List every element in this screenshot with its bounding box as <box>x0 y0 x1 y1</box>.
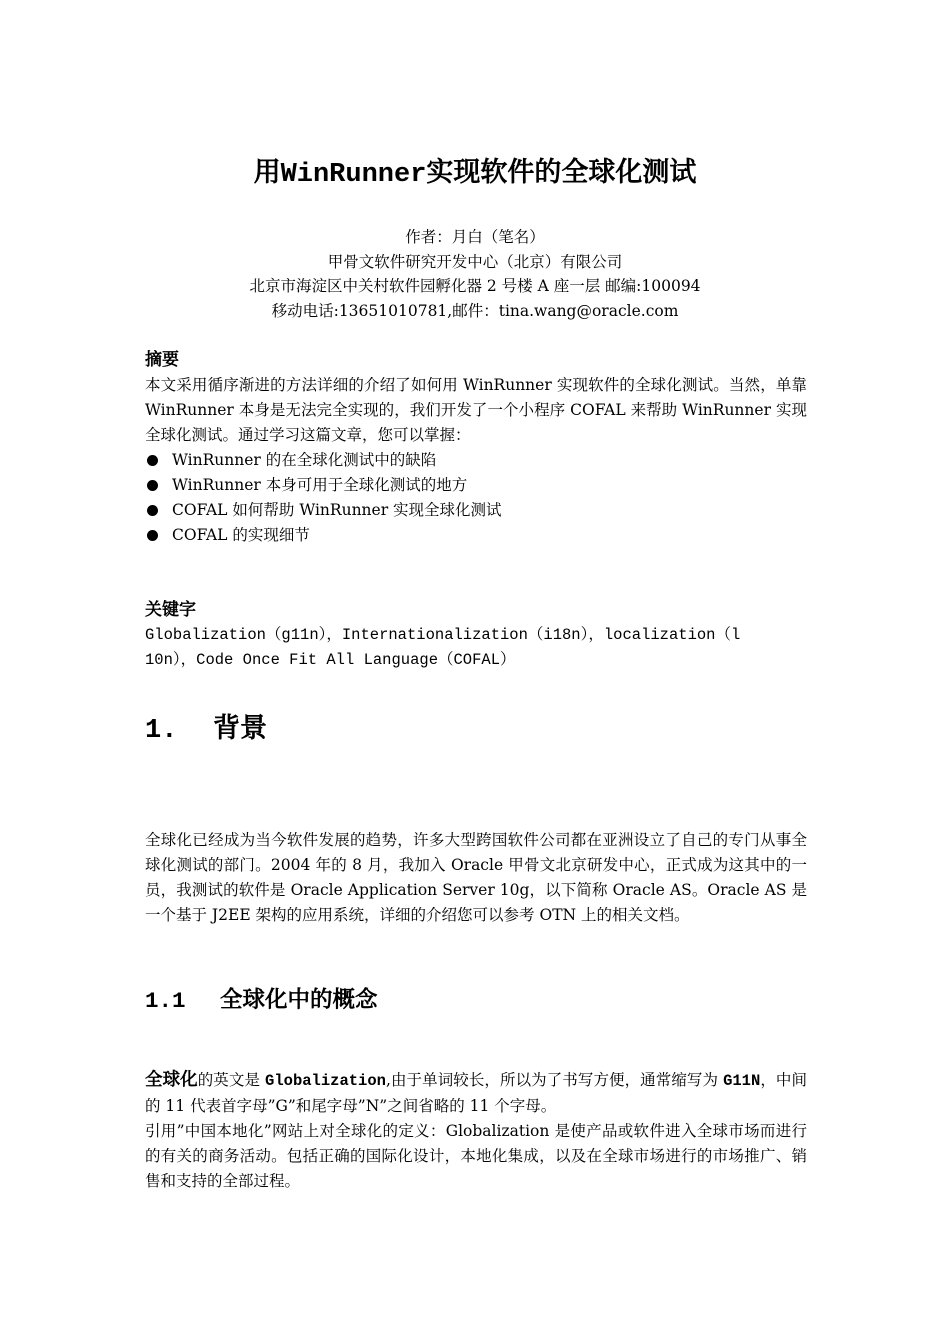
abstract-section <box>145 348 807 548</box>
section-1-number: 1. <box>145 716 178 746</box>
title-suffix: 实现软件的全球化测试 <box>426 157 697 188</box>
section-1-title: 背景 <box>213 713 267 744</box>
bullet-dot-icon <box>147 530 158 541</box>
title-prefix: 用 <box>253 157 281 188</box>
term-english: Globalization <box>265 1072 386 1090</box>
list-item: WinRunner 的在全球化测试中的缺陷 <box>145 448 807 473</box>
list-item: COFAL 的实现细节 <box>145 523 807 548</box>
term-globalization: 全球化 <box>145 1070 198 1090</box>
author-address: 北京市海淀区中关村软件园孵化器 2 号楼 A 座一层 邮编:100094 <box>249 277 701 295</box>
keywords-section <box>145 598 807 673</box>
title-product: WinRunner <box>280 160 427 190</box>
author-name: 作者：月白（笔名） <box>405 228 545 246</box>
section-1-paragraph: 全球化已经成为当今软件发展的趋势，许多大型跨国软件公司都在亚洲设立了自己的专门从事全球化测试的部门。2004 年的 8 月，我加入 Oracle 甲骨文北京研发中心，正式成为这其中的一员，我测试的软件是 Oracle Application Server 10g，以下简称 Oracle AS。Oracle AS 是一个基于 J2EE 架构的应用系统，详细的介绍您可以参考 OTN 上的相关文档。 <box>145 831 807 924</box>
globalization-definition: 全球化的英文是 Globalization,由于单词较长，所以为了书写方便，通常缩写为 G11N，中间的 11 代表首字母”G”和尾字母”N”之间省略的 11 个字母。 <box>145 1070 808 1115</box>
list-item: WinRunner 本身可用于全球化测试的地方 <box>145 473 807 498</box>
author-contact: 移动电话:13651010781,邮件：tina.wang@oracle.com <box>271 301 679 320</box>
abstract-bullet-list <box>145 448 807 548</box>
globalization-quote: 引用”中国本地化”网站上对全球化的定义：Globalization 是使产品或软件进入全球市场而进行的有关的商务活动。包括正确的国际化设计，本地化集成，以及在全球市场进行的市场推广、销售和支持的全部过程。 <box>145 1122 807 1190</box>
term-abbreviation: G11N <box>723 1072 761 1090</box>
list-item: COFAL 如何帮助 WinRunner 实现全球化测试 <box>145 498 807 523</box>
bullet-dot-icon <box>147 455 158 466</box>
keywords-heading: 关键字 <box>145 600 196 620</box>
section-1-1-body <box>145 1068 807 1194</box>
keywords-line-2: 10n），Code Once Fit All Language（COFAL） <box>145 651 516 669</box>
section-1-1-heading <box>145 982 378 1014</box>
keywords-line-1: Globalization（g11n），Internationalization（i18n），localization（l <box>145 626 741 644</box>
section-1-heading <box>145 706 267 746</box>
author-info <box>0 225 950 323</box>
abstract-heading: 摘要 <box>145 350 179 370</box>
abstract-text: 本文采用循序渐进的方法详细的介绍了如何用 WinRunner 实现软件的全球化测试。当然，单靠 WinRunner 本身是无法完全实现的，我们开发了一个小程序 COFAL 来帮助 WinRunner 实现全球化测试。通过学习这篇文章，您可以掌握： <box>145 376 807 444</box>
bullet-dot-icon <box>147 505 158 516</box>
section-1-1-title: 全球化中的概念 <box>220 987 378 1013</box>
author-company: 甲骨文软件研究开发中心（北京）有限公司 <box>327 252 623 271</box>
document-title <box>0 150 950 190</box>
bullet-dot-icon <box>147 480 158 491</box>
section-1-1-number: 1.1 <box>145 988 186 1014</box>
